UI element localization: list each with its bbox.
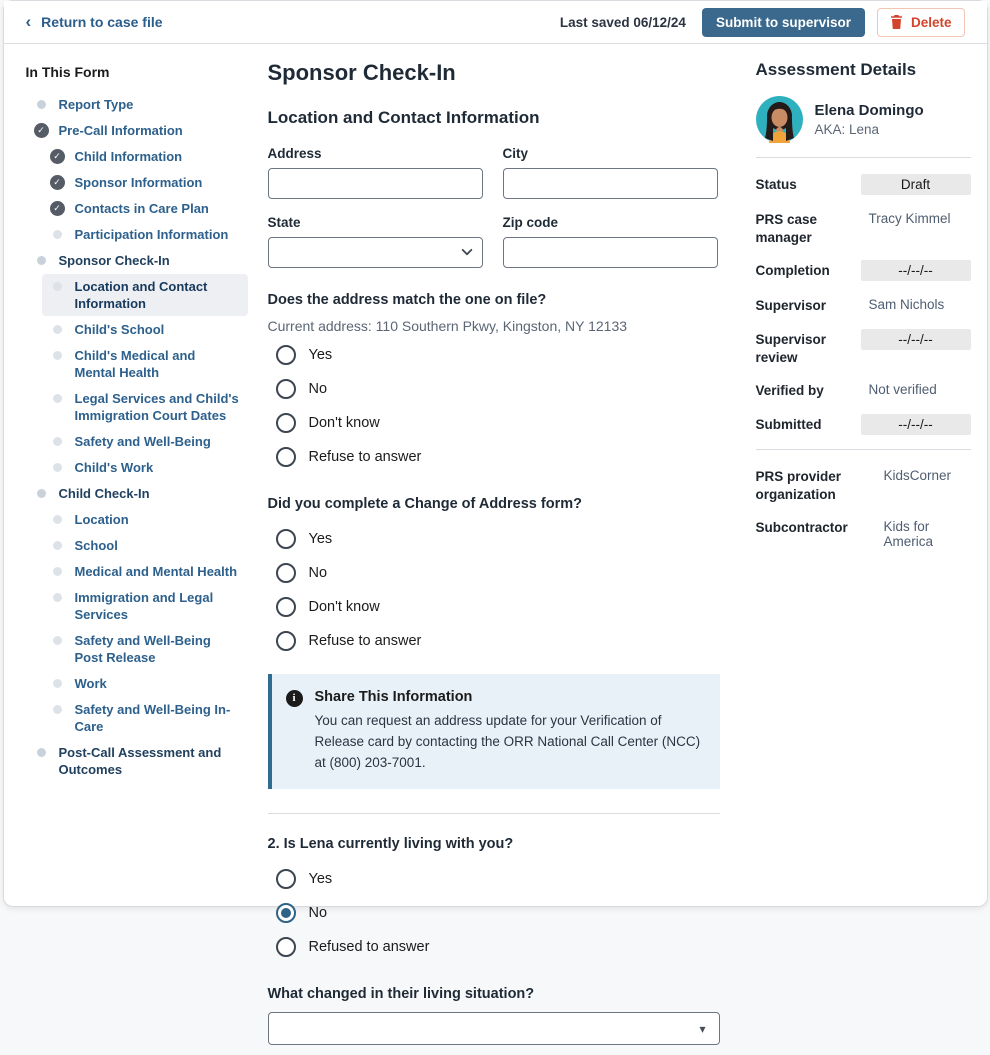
form-nav-item[interactable] <box>42 697 248 739</box>
form-nav-item[interactable] <box>42 671 248 696</box>
nav-status-marker <box>50 148 65 164</box>
radio-option[interactable] <box>276 624 720 658</box>
return-link-label: Return to case file <box>41 14 162 30</box>
zip-field-group <box>503 215 718 268</box>
organization-rows <box>756 466 971 549</box>
radio-group-change-form <box>268 522 720 658</box>
radio-option[interactable] <box>276 556 720 590</box>
nav-status-marker <box>50 511 65 524</box>
nav-status-marker <box>50 537 65 550</box>
nav-item-label: Participation Information <box>75 226 229 243</box>
radio-option[interactable] <box>276 862 720 896</box>
radio-button-icon <box>276 631 296 651</box>
address-fields <box>268 146 720 268</box>
check-icon: ✓ <box>50 149 65 164</box>
zip-label: Zip code <box>503 215 718 230</box>
info-callout-content <box>315 689 702 774</box>
radio-option-label: No <box>309 905 328 921</box>
nav-status-marker <box>50 701 65 714</box>
return-to-case-file-link[interactable] <box>26 14 163 31</box>
nav-item-label: Safety and Well-Being <box>75 433 211 450</box>
nav-item-label: School <box>75 537 118 554</box>
dot-icon <box>37 489 46 498</box>
city-field-group <box>503 146 718 199</box>
meta-label: PRS case manager <box>756 209 861 246</box>
submit-to-supervisor-button[interactable]: Submit to supervisor <box>702 8 865 37</box>
radio-option[interactable] <box>276 930 720 964</box>
nav-item-label: Location and Contact Information <box>75 278 240 312</box>
form-nav-item[interactable] <box>26 740 248 782</box>
person-text <box>815 102 924 137</box>
section-title: Location and Contact Information <box>268 108 720 128</box>
nav-status-marker <box>34 96 49 109</box>
meta-label: Supervisor <box>756 295 861 315</box>
state-select[interactable] <box>268 237 483 268</box>
dot-icon <box>53 394 62 403</box>
meta-value: --/--/-- <box>861 329 971 350</box>
nav-item-label: Safety and Well-Being In-Care <box>75 701 240 735</box>
meta-row <box>756 329 971 366</box>
meta-value: --/--/-- <box>861 260 971 281</box>
form-nav-item[interactable] <box>42 144 248 169</box>
nav-status-marker <box>50 226 65 239</box>
check-icon: ✓ <box>50 201 65 216</box>
meta-value: Not verified <box>869 380 937 397</box>
form-nav-item[interactable] <box>42 628 248 670</box>
delete-button-label: Delete <box>911 15 952 30</box>
nav-status-marker <box>50 321 65 334</box>
nav-status-marker <box>50 174 65 190</box>
nav-status-marker <box>50 459 65 472</box>
info-icon: i <box>286 690 303 707</box>
address-input[interactable] <box>268 168 483 199</box>
form-nav-item[interactable] <box>26 481 248 506</box>
dot-icon <box>53 282 62 291</box>
radio-option-label: No <box>309 565 328 581</box>
nav-item-label: Location <box>75 511 129 528</box>
form-nav-item[interactable] <box>26 118 248 143</box>
app-window <box>3 0 988 907</box>
address-label: Address <box>268 146 483 161</box>
form-nav-item[interactable] <box>42 533 248 558</box>
meta-label: Supervisor review <box>756 329 861 366</box>
dot-icon <box>53 230 62 239</box>
form-nav-sidebar <box>4 44 256 1055</box>
dot-icon <box>53 515 62 524</box>
dot-icon <box>37 100 46 109</box>
nav-status-marker <box>50 632 65 645</box>
dot-icon <box>53 679 62 688</box>
meta-row <box>756 466 971 503</box>
radio-option-label: Yes <box>309 871 333 887</box>
dot-icon <box>53 437 62 446</box>
radio-group-address-match <box>268 338 720 474</box>
meta-label: Verified by <box>756 380 861 400</box>
form-nav-item[interactable] <box>42 559 248 584</box>
nav-status-marker <box>50 347 65 360</box>
meta-label: Completion <box>756 260 861 280</box>
assessment-details-title: Assessment Details <box>756 60 971 80</box>
radio-option-label: Yes <box>309 531 333 547</box>
content-area <box>4 44 987 1055</box>
check-icon: ✓ <box>50 175 65 190</box>
radio-option-label: Yes <box>309 347 333 363</box>
radio-button-icon <box>276 563 296 583</box>
living-change-select[interactable] <box>268 1012 720 1045</box>
trash-icon <box>890 15 903 29</box>
radio-option-label: Refuse to answer <box>309 633 422 649</box>
delete-button[interactable] <box>877 8 965 37</box>
aside-divider-2 <box>756 449 971 450</box>
meta-row <box>756 174 971 195</box>
nav-item-label: Child Information <box>75 148 183 165</box>
top-bar <box>4 1 987 44</box>
meta-row <box>756 260 971 281</box>
meta-row <box>756 295 971 315</box>
meta-label: Status <box>756 174 861 194</box>
form-title: Sponsor Check-In <box>268 60 720 86</box>
state-label: State <box>268 215 483 230</box>
person-aka: AKA: Lena <box>815 122 924 137</box>
nav-status-marker <box>34 744 49 757</box>
nav-status-marker <box>50 390 65 403</box>
nav-item-label: Immigration and Legal Services <box>75 589 240 623</box>
nav-item-label: Contacts in Care Plan <box>75 200 209 217</box>
meta-label: Submitted <box>756 414 861 434</box>
aside-divider <box>756 157 971 158</box>
dot-icon <box>53 567 62 576</box>
nav-item-label: Sponsor Check-In <box>59 252 170 269</box>
question-living-change: What changed in their living situation? <box>268 986 720 1002</box>
current-address-hint: Current address: 110 Southern Pkwy, Kingston, NY 12133 <box>268 318 720 334</box>
state-field-group <box>268 215 483 268</box>
nav-status-marker <box>50 589 65 602</box>
form-nav-item[interactable] <box>42 170 248 195</box>
radio-option-label: Don't know <box>309 599 380 615</box>
top-bar-actions <box>560 8 965 37</box>
meta-row <box>756 209 971 246</box>
nav-item-label: Work <box>75 675 107 692</box>
nav-item-label: Pre-Call Information <box>59 122 183 139</box>
meta-row <box>756 414 971 435</box>
question-living-with: 2. Is Lena currently living with you? <box>268 836 720 852</box>
radio-button-icon <box>276 869 296 889</box>
dot-icon <box>53 325 62 334</box>
radio-button-icon <box>276 903 296 923</box>
radio-option-label: Don't know <box>309 415 380 431</box>
meta-value: Tracy Kimmel <box>869 209 951 226</box>
meta-row <box>756 380 971 400</box>
form-nav-item[interactable] <box>42 429 248 454</box>
meta-value: KidsCorner <box>884 466 952 483</box>
form-nav-item[interactable] <box>42 274 248 316</box>
meta-row <box>756 517 971 549</box>
radio-button-icon <box>276 413 296 433</box>
form-nav-item[interactable] <box>26 248 248 273</box>
nav-status-marker <box>34 122 49 138</box>
form-nav-item[interactable] <box>42 585 248 627</box>
dot-icon <box>53 351 62 360</box>
state-select-value <box>268 237 483 268</box>
info-callout-body: You can request an address update for your Verification of Release card by contacting the ORR National Call Center (NCC) at (800) 203-7001. <box>315 711 702 774</box>
nav-item-label: Medical and Mental Health <box>75 563 238 580</box>
address-field-group <box>268 146 483 199</box>
dot-icon <box>53 593 62 602</box>
radio-option-label: Refuse to answer <box>309 449 422 465</box>
nav-status-marker <box>34 485 49 498</box>
dot-icon <box>53 636 62 645</box>
question-address-match: Does the address match the one on file? <box>268 292 720 308</box>
person-card <box>756 96 971 143</box>
nav-item-label: Child's Medical and Mental Health <box>75 347 240 381</box>
nav-item-label: Post-Call Assessment and Outcomes <box>59 744 240 778</box>
radio-button-icon <box>276 379 296 399</box>
meta-label: PRS provider organization <box>756 466 876 503</box>
city-input[interactable] <box>503 168 718 199</box>
nav-item-label: Child's School <box>75 321 165 338</box>
nav-status-marker <box>50 563 65 576</box>
nav-status-marker <box>50 278 65 291</box>
nav-item-label: Child Check-In <box>59 485 150 502</box>
radio-button-icon <box>276 345 296 365</box>
assessment-meta-rows <box>756 174 971 435</box>
meta-value: Draft <box>861 174 971 195</box>
form-nav-item[interactable] <box>42 196 248 221</box>
info-callout <box>268 674 720 789</box>
radio-option[interactable] <box>276 590 720 624</box>
form-nav-list <box>26 92 248 782</box>
sidebar-title: In This Form <box>26 64 248 80</box>
form-nav-item[interactable] <box>42 343 248 385</box>
question-change-form: Did you complete a Change of Address form? <box>268 496 720 512</box>
radio-option-label: Refused to answer <box>309 939 430 955</box>
nav-item-label: Legal Services and Child's Immigration Court Dates <box>75 390 240 424</box>
radio-button-icon <box>276 447 296 467</box>
chevron-left-icon: ‹ <box>26 13 32 30</box>
info-callout-title: Share This Information <box>315 689 702 705</box>
radio-group-living-with <box>268 862 720 964</box>
nav-item-label: Child's Work <box>75 459 154 476</box>
nav-item-label: Sponsor Information <box>75 174 203 191</box>
avatar <box>756 96 803 143</box>
living-change-select-value <box>268 1012 720 1045</box>
dropdown-triangle-icon: ▾ <box>699 1022 705 1036</box>
radio-button-icon <box>276 529 296 549</box>
dot-icon <box>53 463 62 472</box>
check-icon: ✓ <box>34 123 49 138</box>
nav-status-marker <box>50 675 65 688</box>
radio-option-label: No <box>309 381 328 397</box>
zip-input[interactable] <box>503 237 718 268</box>
form-nav-item[interactable] <box>42 317 248 342</box>
radio-option[interactable] <box>276 406 720 440</box>
radio-option[interactable] <box>276 440 720 474</box>
meta-label: Subcontractor <box>756 517 876 537</box>
nav-status-marker <box>50 433 65 446</box>
dot-icon <box>53 541 62 550</box>
city-label: City <box>503 146 718 161</box>
radio-option[interactable] <box>276 896 720 930</box>
assessment-details-panel <box>740 44 990 1055</box>
form-nav-item[interactable] <box>42 386 248 428</box>
dot-icon <box>53 705 62 714</box>
last-saved-text: Last saved 06/12/24 <box>560 15 686 30</box>
radio-option[interactable] <box>276 372 720 406</box>
form-nav-item[interactable] <box>42 455 248 480</box>
radio-button-icon <box>276 597 296 617</box>
dot-icon <box>37 256 46 265</box>
form-nav-item[interactable] <box>26 92 248 117</box>
section-divider <box>268 813 720 814</box>
nav-item-label: Report Type <box>59 96 134 113</box>
meta-value: --/--/-- <box>861 414 971 435</box>
radio-option[interactable] <box>276 522 720 556</box>
nav-item-label: Safety and Well-Being Post Release <box>75 632 240 666</box>
form-main <box>256 44 740 1055</box>
meta-value: Kids for America <box>884 517 971 549</box>
nav-status-marker <box>34 252 49 265</box>
meta-value: Sam Nichols <box>869 295 945 312</box>
nav-status-marker <box>50 200 65 216</box>
form-nav-item[interactable] <box>42 222 248 247</box>
person-name: Elena Domingo <box>815 102 924 119</box>
form-nav-item[interactable] <box>42 507 248 532</box>
radio-button-icon <box>276 937 296 957</box>
radio-option[interactable] <box>276 338 720 372</box>
dot-icon <box>37 748 46 757</box>
